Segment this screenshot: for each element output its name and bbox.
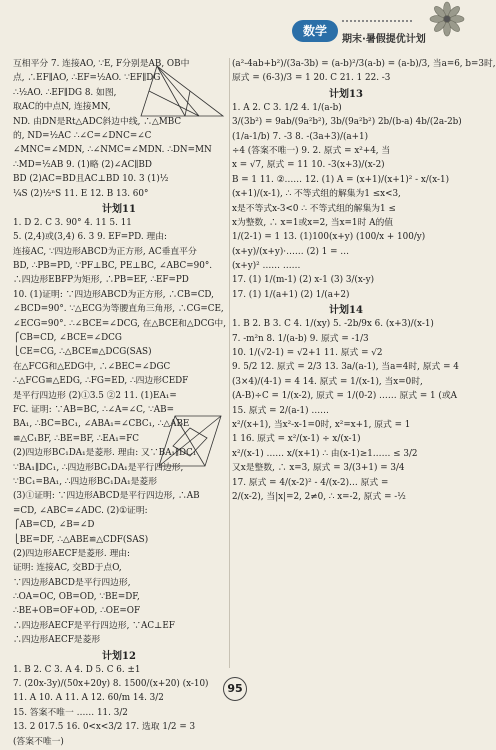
answer-line: =CD, ∠ABC=∠ADC. (2)①证明: — [13, 505, 148, 516]
answer-line: ∴四边形EBFP为矩形, ∴PB=EF, ∴EF=PD — [13, 275, 189, 286]
answer-line: ∴BE+OB=OF+OD, ∴OE=OF — [13, 606, 141, 617]
answer-line: x²/(x-1) …… x/(x+1) ∴ 由(x-1)≥1…… ≤ 3/2 — [232, 448, 418, 459]
answer-line: x = √7, 原式 = 11 10. -3(x+3)/(x-2) — [232, 160, 385, 171]
answer-line: 1. D 2. C 3. 90° 4. 11 5. 11 — [13, 217, 132, 228]
rhombus-figure — [155, 410, 225, 472]
answer-line: (2)四边形BC₁DA₁是菱形. 理由: 又∵BA₁∥DC₁ — [13, 448, 197, 459]
answer-line: 证明: 连接AC, 交BD于点O, — [13, 563, 122, 574]
answer-line: ND. 由DN是Rt△ADC斜边中线, ∴△MBC — [13, 116, 182, 127]
answer-line: 11. A 10. A 11. A 12. 60/m 14. 3/2 — [13, 693, 164, 704]
answer-line: 17. 原式 = 4/(x-2)² - 4/(x-2)… 原式 = — [232, 477, 389, 488]
answer-line: ∴四边形AECF是平行四边形, ∵AC⊥EF — [13, 620, 175, 631]
answer-line: 1. B 2. B 3. C 4. 1/(xy) 5. -2b/9x 6. (x+3)/(x-1) — [232, 319, 434, 330]
answer-line: (1/a-1/b) 7. -3 8. -(3a+3)/(a+1) — [232, 131, 369, 142]
answer-line: ∵四边形ABCD是平行四边形, — [13, 577, 131, 588]
answer-line: ⎧CB=CD, ∠BCE=∠DCG — [13, 333, 122, 344]
answer-line: 5. (2,4)或(3,4) 6. 3 9. EF=PD. 理由: — [13, 232, 167, 243]
answer-line: (答案不唯一) — [13, 736, 64, 747]
answer-line: ≌△C₁BF, ∴BE=BF, ∴EA₁=FC — [13, 433, 139, 444]
answer-line: ∵BC₁=BA₁, ∴四边形BC₁DA₁是菱形 — [13, 476, 157, 487]
answer-line: 1. A 2. C 3. 1/2 4. 1/(a-b) — [232, 102, 342, 113]
section-heading: 计划13 — [329, 88, 363, 100]
answer-line: 15. 答案不唯一 …… 11. 3/2 — [13, 707, 128, 718]
answer-line: x²/(x+1), 当x²-x-1=0时, x²=x+1, 原式 = 1 — [232, 419, 411, 430]
answer-line: (A-B)÷C = 1/(x-2), 原式 = 1/(0-2) …… 原式 = 1 (或A — [232, 391, 457, 402]
answer-line: ⎩BE=DF, ∴△ABE≌△CDF(SAS) — [13, 534, 149, 545]
answer-line: 又x是整数, ∴ x=3, 原式 = 3/(3+1) = 3/4 — [232, 463, 405, 474]
left-answer-column — [13, 58, 226, 747]
answer-line: 1. B 2. C 3. A 4. D 5. C 6. ±1 — [13, 664, 141, 675]
answer-line: ∠ECG=90°. ∴∠BCE=∠DCG, 在△BCE和△DCG中, — [13, 318, 226, 329]
answer-line: BA₁, ∴BC=BC₁, ∠ABA₁=∠CBC₁, ∴△ABE — [13, 419, 190, 430]
answer-line: 原式 = (6-3)/3 = 1 20. C 21. 1 22. -3 — [232, 73, 391, 84]
answer-line: (x+y)/(x+y)·…… (2) 1 = … — [232, 246, 350, 257]
answer-line: (3×4)/(4-1) = 4 14. 原式 = 1/(x-1), 当x=0时, — [232, 376, 423, 387]
answer-line: 17. (1) 1/(m-1) (2) x-1 (3) 3/(x-y) — [232, 275, 375, 286]
answer-line: FC. 证明: ∵AB=BC, ∴∠A=∠C, ∵AB= — [13, 404, 174, 415]
answer-line: BD, ∴PB=PD, ∵PF⊥BC, PE⊥BC, ∠ABC=90°. — [13, 261, 213, 272]
subject-badge: 数学 — [292, 20, 338, 42]
answer-line: 17. (1) 1/(a+1) (2) 1/(a+2) — [232, 289, 350, 300]
answer-line: (x+1)/(x-1), ∴ 不等式组的解集为1 ≤x<3, — [232, 189, 401, 200]
answer-line: B = 1 11. ②…… 12. (1) A = (x+1)/(x+1)² - x/(x-1) — [232, 174, 450, 185]
answer-line: (a²-4ab+b²)/(3a-3b) = (a-b)²/3(a-b) = (a-b)/3, 当a=6, b=3时, — [232, 59, 496, 69]
answer-line: ⎧AB=CD, ∠B=∠D — [13, 520, 95, 531]
answer-line: 连接AC, ∵四边形ABCD为正方形, AC垂直平分 — [13, 246, 197, 257]
answer-line: ∴四边形AECF是菱形 — [13, 635, 101, 646]
answer-line: x是不等式x-3<0 ∴ 不等式组的解集为1 ≤ — [232, 203, 396, 214]
section-heading: 计划11 — [102, 203, 136, 215]
section-heading: 计划12 — [102, 650, 136, 662]
answer-line: ∴MD=½AB 9. (1)略 (2)∠AC∥BD — [13, 159, 152, 170]
answer-line: 1 16. 原式 = x²/(x-1) ÷ x/(x-1) — [232, 434, 361, 445]
answer-line: ∴OA=OC, OB=OD, ∵BE=DF, — [13, 592, 140, 603]
answer-line: BD (2)AC=BD且AC⊥BD 10. 3 (1)½ — [13, 174, 169, 185]
triangle-figure — [137, 60, 227, 122]
answer-line: (3)①证明: ∵四边形ABCD是平行四边形, ∴AB — [13, 491, 200, 502]
header-dotted-line — [342, 20, 412, 28]
answer-line: ∵BA₁∥DC₁, ∴四边形BC₁DA₁是平行四边形, — [13, 462, 184, 473]
answer-line: ¼S (2)½ⁿS 11. E 12. B 13. 60° — [13, 188, 149, 199]
answer-line: ÷4 (答案不唯一) 9. 2. 原式 = x²+4, 当 — [232, 145, 391, 156]
answer-line: 的, ND=½AC ∴∠C=∠DNC=∠C — [13, 130, 152, 141]
answer-line: 7. (20x-3y)/(50x+20y) 8. 1500/(x+20) (x-10) — [13, 679, 209, 690]
answer-line: ∠MNC=∠MDN, ∴∠NMC=∠MDN. ∴DN=MN — [13, 145, 212, 156]
answer-line: 3/(3b²) = 9ab/(9a²b²), 3b/(9a²b²) 2b/(b-a) 4b/(2a-2b) — [232, 117, 462, 128]
answer-line: 在△FCG和△EDG中, ∴∠BEC=∠DGC — [13, 361, 171, 372]
answer-line: x为整数, ∴ x=1或x=2, 当x=1时 A的值 — [232, 217, 394, 228]
answer-line: 是平行四边形 (2)①3.5 ②2 11. (1)EA₁= — [13, 390, 177, 401]
answer-line: 点, ∴EF∥AO, ∴EF=½AO. ∵EF∥DG — [13, 73, 161, 84]
answer-line: 13. 2 017.5 16. 0<x<3/2 17. 选取 1/2 = 3 — [13, 722, 196, 733]
answer-line: 15. 原式 = 2/(a-1) …… — [232, 405, 329, 416]
flower-decoration-icon — [430, 2, 464, 36]
answer-line: 1/(2-1) = 1 13. (1)100(x+y) (100/x + 100/y) — [232, 232, 426, 243]
column-divider — [229, 58, 230, 668]
answer-line: ∴½AO. ∴EF∥DG 8. 如图, — [13, 87, 117, 98]
answer-line: ⎩CE=CG, ∴△BCE≌△DCG(SAS) — [13, 347, 152, 358]
answer-line: 7. -m²n 8. 1/(a-b) 9. 原式 = -1/3 — [232, 333, 369, 344]
answer-line: 10. (1)证明: ∵四边形ABCD为正方形, ∴CB=CD, — [13, 289, 214, 300]
right-answer-column — [232, 58, 496, 678]
answer-line: 10. 1/(√2-1) = √2+1 11. 原式 = √2 — [232, 348, 383, 359]
answer-line: 取AC的中点N, 连接MN, — [13, 102, 111, 113]
answer-line: ∠BCD=90°. ∵△ECG为等腰直角三角形, ∴CG=CE, — [13, 304, 224, 315]
answer-line: (x+y)² …… …… — [232, 261, 301, 272]
answer-line: 9. 5/2 12. 原式 = 2/3 13. 3a/(a-1), 当a=4时, 原式 = 4 — [232, 362, 459, 373]
page-number: 95 — [223, 677, 247, 701]
answer-line: 2/(x-2), 当|x|=2, 2≠0, ∴ x=-2, 原式 = -½ — [232, 491, 406, 502]
section-heading: 计划14 — [329, 305, 363, 317]
header-title: 期末·暑假提优计划 — [342, 34, 426, 45]
answer-line: ∴△FCG≌△EDG, ∴FG=ED, ∴四边形CEDF — [13, 376, 189, 387]
answer-line: (2)四边形AECF是菱形. 理由: — [13, 548, 131, 559]
answer-line: 互相平分 7. 连接AO, ∵E, F分别是AB, OB中 — [13, 59, 190, 69]
